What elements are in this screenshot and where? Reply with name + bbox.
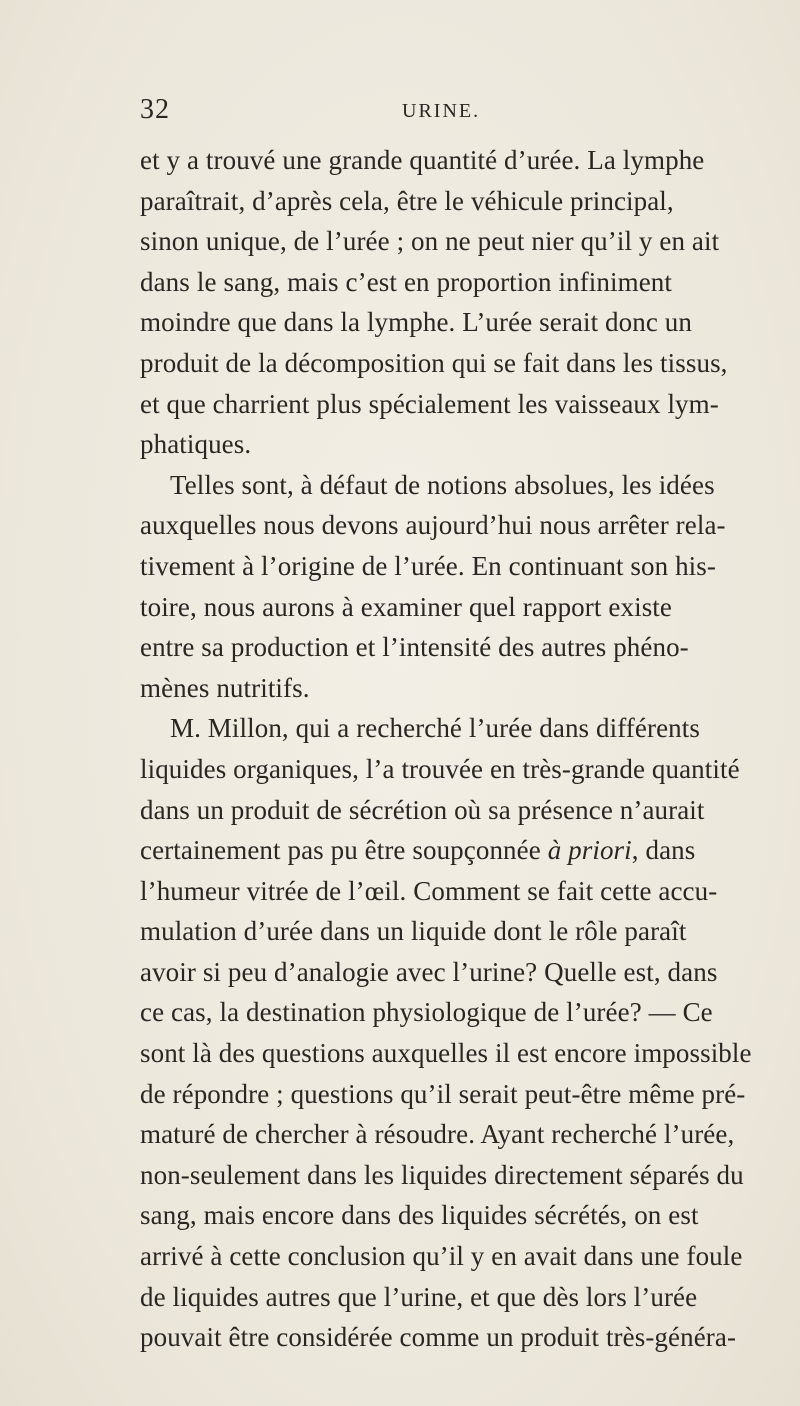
text-line: toire, nous aurons à examiner quel rapport existe [140,591,672,622]
text-line: mènes nutritifs. [140,672,310,703]
text-line: moindre que dans la lymphe. L’urée serait donc un [140,307,692,338]
text-line: et que charrient plus spécialement les vaisseaux lym- [140,388,719,419]
text-line: dans le sang, mais c’est en proportion infiniment [140,266,672,297]
text-line: et y a trouvé une grande quantité d’urée. La lymphe [140,145,705,175]
text-line: l’humeur vitrée de l’œil. Comment se fait cette accu- [140,875,718,906]
text-line: phatiques. [140,429,252,460]
text-line: pouvait être considérée comme un produit très-généra- [140,1322,737,1353]
text-line: liquides organiques, l’a trouvée en très-grande quantité [140,753,740,784]
text-line: dans un produit de sécrétion où sa présence n’aurait [140,794,705,825]
text-line: arrivé à cette conclusion qu’il y en avait dans une foule [140,1241,743,1272]
text-line: sinon unique, de l’urée ; on ne peut nier qu’il y en ait [140,226,720,257]
text-line: sont là des questions auxquelles il est encore impossible [140,1038,752,1069]
text-line: de répondre ; questions qu’il serait peut-être même pré- [140,1078,746,1109]
page-header [140,94,670,134]
text-line: Telles sont, à défaut de notions absolues, les idées [170,469,715,500]
text-line: de liquides autres que l’urine, et que dès lors l’urée [140,1281,698,1312]
text-line: ce cas, la destination physiologique de l’urée? — Ce [140,997,713,1028]
text-line: certainement pas pu être soupçonnée à priori, dans [140,835,696,866]
text-line: produit de la décomposition qui se fait dans les tissus, [140,347,728,378]
text-line: M. Millon, qui a recherché l’urée dans différents [170,713,700,744]
body-text [140,140,752,1358]
text-line: maturé de chercher à résoudre. Ayant recherché l’urée, [140,1119,735,1150]
text-line: entre sa production et l’intensité des autres phéno- [140,632,689,663]
text-line: avoir si peu d’analogie avec l’urine? Quelle est, dans [140,956,718,987]
text-line: auxquelles nous devons aujourd’hui nous arrêter rela- [140,510,726,541]
text-line: mulation d’urée dans un liquide dont le rôle paraît [140,916,687,947]
page-number: 32 [140,94,170,125]
text-line: tivement à l’origine de l’urée. En continuant son his- [140,550,716,581]
running-title: URINE. [402,100,481,122]
text-line: paraîtrait, d’après cela, être le véhicule principal, [140,185,674,216]
text-line: non-seulement dans les liquides directement séparés du [140,1159,744,1190]
italic-phrase: à priori [547,835,632,866]
text-line: sang, mais encore dans des liquides sécrétés, on est [140,1200,699,1231]
